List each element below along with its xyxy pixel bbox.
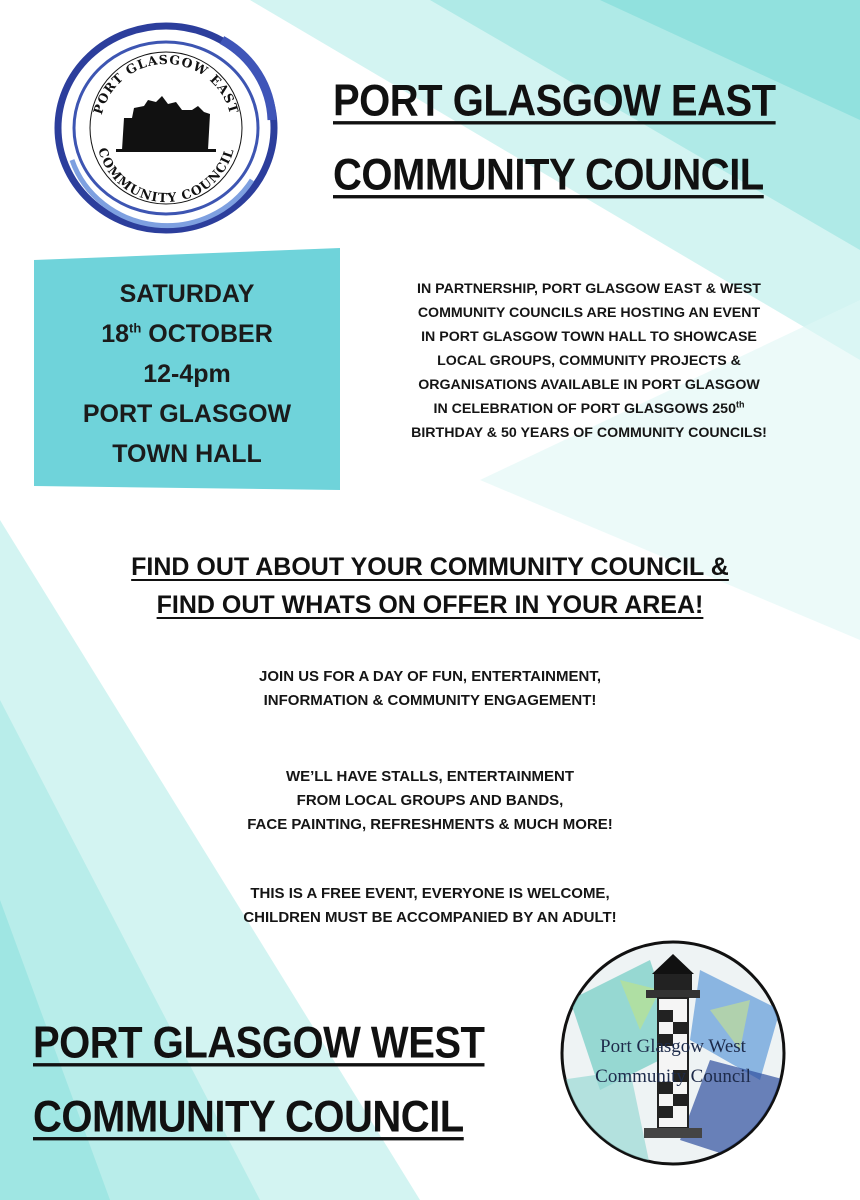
event-day: SATURDAY — [119, 280, 255, 308]
west-title-line2: COMMUNITY COUNCIL — [33, 1092, 464, 1142]
stalls-line3: FACE PAINTING, REFRESHMENTS & MUCH MORE! — [247, 816, 613, 833]
find-out-line2: FIND OUT WHATS ON OFFER IN YOUR AREA! — [156, 591, 704, 619]
east-logo-text-top: PORT GLASGOW EAST — [90, 51, 242, 116]
event-venue-line1: PORT GLASGOW — [82, 400, 292, 428]
event-date-suffix: th — [129, 320, 142, 336]
partnership-line: ORGANISATIONS AVAILABLE IN PORT GLASGOW — [418, 377, 760, 393]
west-council-logo — [560, 940, 786, 1166]
find-out-heading — [20, 548, 840, 624]
free-line1: THIS IS A FREE EVENT, EVERYONE IS WELCOME, — [250, 885, 610, 902]
east-logo-text-bottom: COMMUNITY COUNCIL — [95, 145, 237, 206]
join-line2: INFORMATION & COMMUNITY ENGAGEMENT! — [263, 692, 597, 709]
partnership-line: LOCAL GROUPS, COMMUNITY PROJECTS & — [437, 353, 741, 369]
event-details — [34, 274, 340, 474]
event-date-number: 18 — [101, 320, 130, 348]
stalls-paragraph — [100, 765, 760, 837]
east-council-title — [333, 64, 833, 212]
west-logo-line2: Community Council — [595, 1066, 751, 1087]
event-date-month: OCTOBER — [141, 320, 273, 348]
stalls-line1: WE’LL HAVE STALLS, ENTERTAINMENT — [285, 768, 575, 785]
event-venue-line2: TOWN HALL — [112, 440, 262, 468]
event-time: 12-4pm — [143, 360, 231, 388]
partnership-description — [348, 277, 830, 445]
west-logo-line1: Port Glasgow West — [600, 1036, 746, 1057]
east-title-line2: COMMUNITY COUNCIL — [333, 150, 764, 200]
partnership-line: IN PARTNERSHIP, PORT GLASGOW EAST & WEST — [417, 281, 761, 297]
east-title-line1: PORT GLASGOW EAST — [333, 76, 776, 126]
free-line2: CHILDREN MUST BE ACCOMPANIED BY AN ADULT! — [243, 909, 617, 926]
partnership-line: BIRTHDAY & 50 YEARS OF COMMUNITY COUNCILS! — [411, 425, 767, 441]
free-event-paragraph — [100, 882, 760, 930]
partnership-line: COMMUNITY COUNCILS ARE HOSTING AN EVENT — [417, 305, 761, 321]
partnership-line6: IN CELEBRATION OF PORT GLASGOWS 250 — [433, 401, 736, 417]
partnership-line — [348, 397, 830, 421]
find-out-line1: FIND OUT ABOUT YOUR COMMUNITY COUNCIL & — [131, 553, 729, 581]
partnership-line: IN PORT GLASGOW TOWN HALL TO SHOWCASE — [421, 329, 757, 345]
partnership-line6-suffix: th — [735, 399, 745, 410]
event-date-box — [34, 248, 340, 490]
event-date — [34, 314, 340, 354]
east-council-logo — [52, 20, 280, 236]
join-line1: JOIN US FOR A DAY OF FUN, ENTERTAINMENT, — [259, 668, 601, 685]
stalls-line2: FROM LOCAL GROUPS AND BANDS, — [296, 792, 564, 809]
join-us-paragraph — [100, 665, 760, 713]
west-title-line1: PORT GLASGOW WEST — [33, 1018, 485, 1068]
west-council-title — [33, 1006, 533, 1154]
